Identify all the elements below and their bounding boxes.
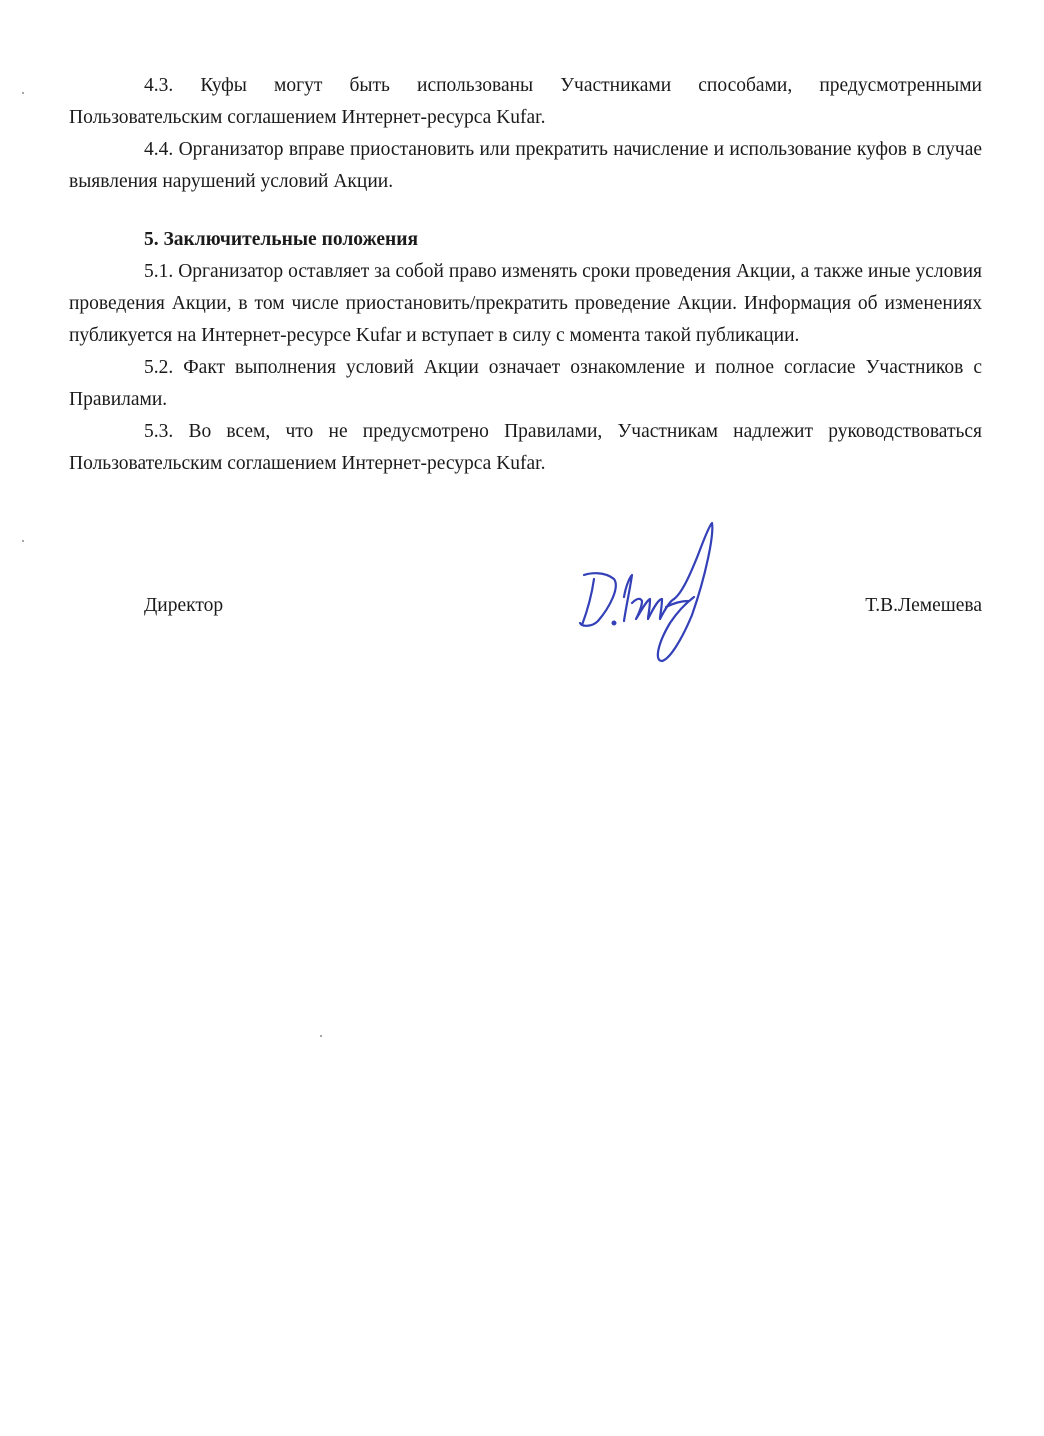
signer-role: Директор <box>144 595 224 616</box>
scan-speck <box>22 540 24 542</box>
signature-row <box>69 590 982 630</box>
section-title: 5. Заключительные положения <box>144 229 419 250</box>
signer-name: Т.В.Лемешева <box>865 595 982 616</box>
scan-speck <box>22 92 24 94</box>
paragraph-5-1: 5.1. Организатор оставляет за собой право изменять сроки проведения Акции, а также иные условия проведения Акции, в том числе приостановить/прекратить проведение Акции. Информация об изменениях публикуется на Интернет-ресурсе Kufar и вступает в силу с момента такой публикации. <box>69 261 982 346</box>
paragraph-4-3: 4.3. Куфы могут быть использованы Участниками способами, предусмотренными Пользовательским соглашением Интернет-ресурса Kufar. <box>69 75 982 128</box>
document-body <box>69 70 982 480</box>
paragraph-5-3: 5.3. Во всем, что не предусмотрено Правилами, Участникам надлежит руководствоваться Пользовательским соглашением Интернет-ресурса Kufar. <box>69 421 982 474</box>
paragraph-4-4: 4.4. Организатор вправе приостановить или прекратить начисление и использование куфов в случае выявления нарушений условий Акции. <box>69 139 982 192</box>
paragraph-5-2: 5.2. Факт выполнения условий Акции означает ознакомление и полное согласие Участников с Правилами. <box>69 357 982 410</box>
handwritten-signature-icon <box>570 515 730 665</box>
scan-speck <box>320 1035 322 1037</box>
